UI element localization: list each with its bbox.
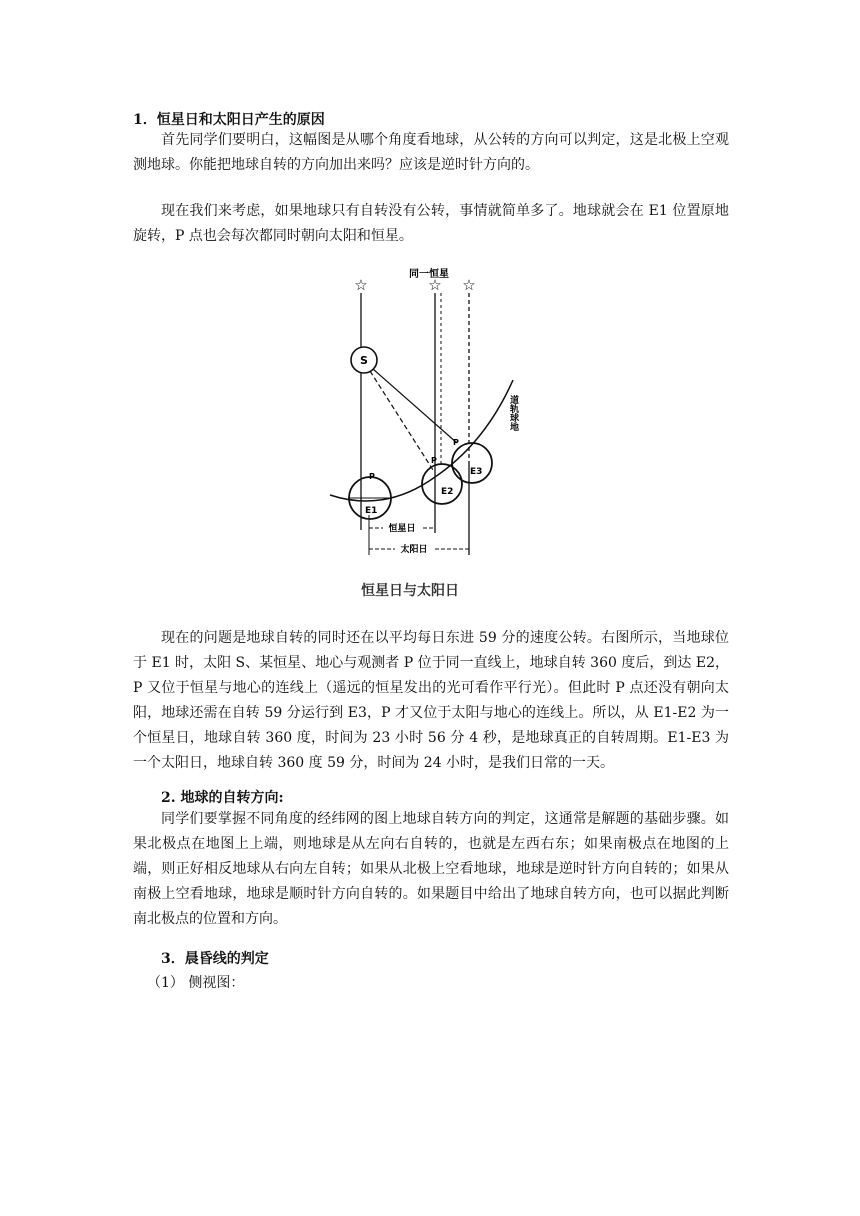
- e3-label: E3: [470, 467, 483, 477]
- earth-e2-circle: [422, 464, 462, 504]
- sun-label: S: [360, 354, 368, 367]
- p-label-e3: P: [453, 438, 459, 447]
- section1-heading: 1．恒星日和太阳日产生的原因: [133, 112, 325, 128]
- section3-item-1: （1） 侧视图：: [147, 975, 245, 991]
- earth-e3-circle: [452, 443, 492, 483]
- figure-caption: 恒星日与太阳日: [361, 583, 459, 599]
- section1-paragraph-3: 现在的问题是地球自转的同时还在以平均每日东进 59 分的速度公转。右图所示，当地球位于 E1 时，太阳 S、某恒星、地心与观测者 P 位于同一直线上，地球自转 360 度后，到达 E2，P 又位于恒星与地心的连线上（遥远的恒星发出的光可看作平行光）。但此时 P 点还没有朝向太阳，地球还需在自转 59 分运行到 E3，P 才又位于太阳与地心的连线上。所以，从 E1-E2 为一个恒星日，地球自转 360 度，时间为 23 小时 56 分 4 秒，是地球真正的自转周期。E1-E3 为一个太阳日，地球自转 360 度 59 分，时间为 24 小时，是我们日常的一天。: [133, 630, 729, 771]
- p-label-e1: P: [369, 472, 375, 481]
- figure-drawing: [325, 265, 525, 605]
- e2-label: E2: [441, 487, 454, 497]
- sun-to-e3-line: [373, 369, 457, 443]
- section1-paragraph-2: 现在我们来考虑，如果地球只有自转没有公转，事情就简单多了。地球就会在 E1 位置原地旋转，P 点也会每次都同时朝向太阳和恒星。: [133, 203, 729, 244]
- sun-to-e2-line: [370, 371, 433, 470]
- same-star-label: 同一恒星: [409, 269, 449, 280]
- sidereal-solar-day-figure: [325, 265, 525, 605]
- orbit-label: 道轨球地: [508, 395, 518, 431]
- star-icon: ☆: [428, 276, 442, 294]
- sidereal-day-label: 恒星日: [388, 524, 416, 534]
- star-icon: ☆: [462, 276, 476, 294]
- solar-day-label: 太阳日: [400, 545, 428, 555]
- section2-heading: 2. 地球的自转方向:: [161, 790, 284, 806]
- e1-label: E1: [365, 506, 378, 516]
- section1-paragraph-1: 首先同学们要明白，这幅图是从哪个角度看地球，从公转的方向可以判定，这是北极上空观测地球。你能把地球自转的方向加出来吗？应该是逆时针方向的。: [133, 132, 729, 173]
- section2-paragraph: 同学们要掌握不同角度的经纬网的图上地球自转方向的判定，这通常是解题的基础步骤。如果北极点在地图上上端，则地球是从左向右自转的，也就是左西右东；如果南极点在地图的上端，则正好相反地球从右向左自转；如果从北极上空看地球，地球是逆时针方向自转的；如果从南极上空看地球，地球是顺时针方向自转的。如果题目中给出了地球自转方向，也可以据此判断南北极点的位置和方向。: [133, 811, 729, 927]
- section3-heading: 3．晨昏线的判定: [161, 951, 269, 967]
- star-icon: ☆: [354, 276, 368, 294]
- p-label-e2: P: [431, 456, 437, 465]
